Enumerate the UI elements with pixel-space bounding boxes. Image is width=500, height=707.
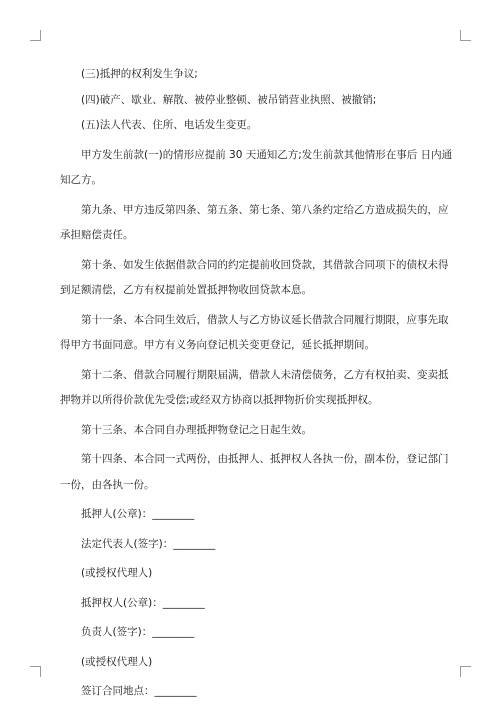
article-9-line-1: 第九条、甲方违反第四条、第五条、第七条、第八条约定给乙方造成损失的，应 xyxy=(81,203,449,216)
crop-mark-bottom-right xyxy=(460,666,471,677)
authorized-agent-note: (或授权代理人) xyxy=(81,567,153,579)
article-11-line-1: 第十一条、本合同生效后，借款人与乙方协议延长借款合同履行期限，应事先取 xyxy=(81,313,449,326)
legal-representative-signature-line: 法定代表人(签字)：________ xyxy=(81,537,216,550)
document-body xyxy=(60,62,453,705)
mortgagee-seal-line: 抵押权人(公章)：________ xyxy=(81,596,205,609)
responsible-person-signature-line: 负责人(签字)：________ xyxy=(81,626,195,638)
mortgagor-seal-line: 抵押人(公章)：________ xyxy=(81,508,195,520)
clause-4-bankruptcy: (四)破产、歇业、解散、被停业整顿、被吊销营业执照、被撤销; xyxy=(81,93,377,106)
crop-mark-bottom-left xyxy=(30,666,41,677)
article-14-line-2: 一份，由各执一份。 xyxy=(60,478,155,491)
notice-paragraph-line-1: 甲方发生前款(一)的情形应提前 30 天通知乙方;发生前款其他情形在事后 日内通 xyxy=(81,148,453,161)
notice-paragraph-line-2: 知乙方。 xyxy=(60,174,102,186)
article-11-line-2: 得甲方书面同意。甲方有义务向登记机关变更登记，延长抵押期间。 xyxy=(60,339,375,351)
crop-mark-top-left xyxy=(30,30,41,41)
signing-location-line: 签订合同地点：________ xyxy=(81,685,197,697)
article-13: 第十三条、本合同自办理抵押物登记之日起生效。 xyxy=(81,423,312,436)
clause-5-legal-rep-change: (五)法人代表、住所、电话发生变更。 xyxy=(81,119,258,131)
crop-mark-top-right xyxy=(460,30,471,41)
article-14-line-1: 第十四条、本合同一式两份，由抵押人、抵押权人各执一份，副本份，登记部门 xyxy=(81,453,449,465)
article-10-line-2: 到足额清偿，乙方有权提前处置抵押物收回贷款本息。 xyxy=(60,284,312,296)
article-12-line-2: 押物并以所得价款优先受偿;或经双方协商以抵押物折价实现抵押权。 xyxy=(60,394,379,406)
authorized-agent-note-2: (或授权代理人) xyxy=(81,655,153,668)
article-12-line-1: 第十二条、借款合同履行期限届满，借款人未清偿债务，乙方有权拍卖、变卖抵 xyxy=(81,368,449,381)
article-10-line-1: 第十条、如发生依据借款合同的约定提前收回贷款，其借款合同项下的债权未得 xyxy=(81,258,449,271)
clause-3-dispute: (三)抵押的权利发生争议; xyxy=(81,68,198,80)
article-9-line-2: 承担赔偿责任。 xyxy=(60,229,134,241)
